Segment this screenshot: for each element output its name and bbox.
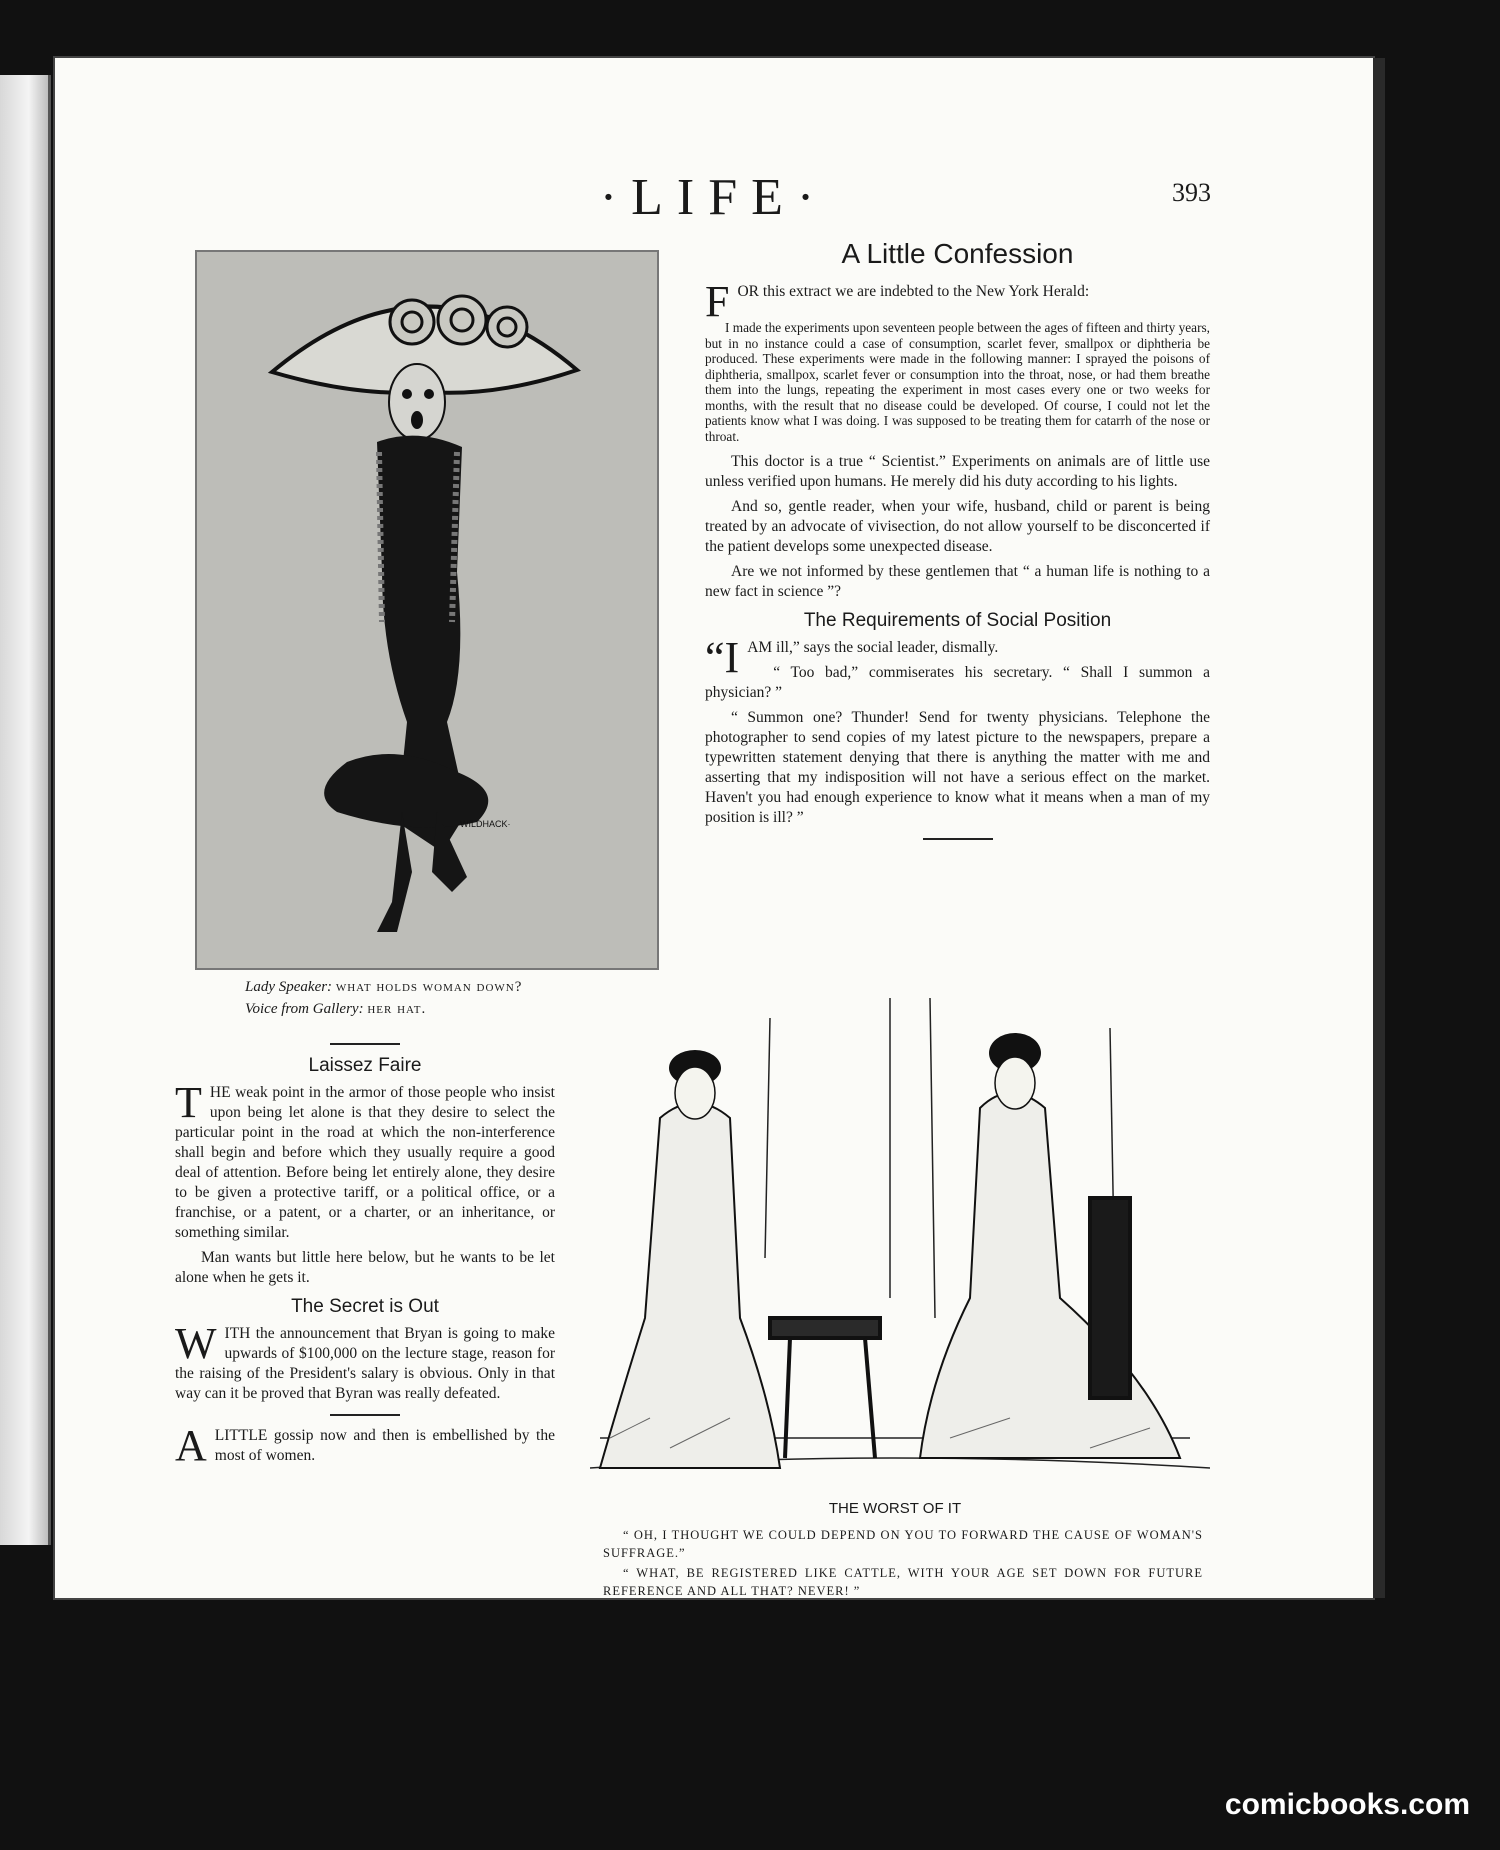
secret-title: The Secret is Out [291, 1296, 439, 1317]
watermark: comicbooks.com [1224, 1788, 1470, 1821]
left-page-edge [0, 75, 51, 1545]
requirements-p1 [705, 633, 1210, 682]
requirements-p3: “ Summon one? Thunder! Send for twenty physicians. Telephone the photographer to send copies of my latest picture to the newspapers, prepare a typewritten statement denying that there is anything the matter with me and asserting that my indisposition will not have a serious effect on the market. Haven't you had enough experience to know what it means when a man of my position is ill? ” [705, 709, 1210, 826]
confession-intro [705, 277, 1210, 326]
secret-p1 [175, 1319, 555, 1404]
worst-line-1: “ OH, I THOUGHT WE COULD DEPEND ON YOU TO FORWARD THE CAUSE OF WOMAN'S SUFFRAGE.” [603, 1528, 1203, 1560]
left-column [175, 1043, 555, 1471]
page-number: 393 [1172, 178, 1211, 207]
laissez-p1-text: HE weak point in the armor of those people who insist upon being let alone is that they desire to select the particular point in the road at which the non-interference shall begin and before which they usually require a good deal of attention. Before being let entirely alone, they desire to be given a protective tariff, or a political office, or a franchise, or a patent, or a charter, or an inheritance, or something similar. [175, 1084, 555, 1241]
laissez-p1 [175, 1078, 555, 1243]
confession-intro-text: OR this extract we are indebted to the New York Herald: [737, 283, 1090, 300]
confession-quote: I made the experiments upon seventeen people between the ages of fifteen and thirty years, but in no instance could a case of consumption, scarlet fever, smallpox or diphtheria be produced. These experiments were made in the following manner: I sprayed the poisons of diphtheria, smallpox, scarlet fever or consumption into the throat, nose, or had them breathe them into the lungs, repeating the experiment in most cases every one or two weeks for months, with the result that no disease could be developed. Of course, I could not let the patients know what I was doing. I was supposed to be treating them for catarrh of the nose or throat. [705, 320, 1210, 444]
confession-title: A Little Confession [841, 238, 1074, 269]
voice-label: Voice from Gallery: [245, 1001, 364, 1017]
voice-text: her hat. [367, 1001, 427, 1017]
worst-title: THE WORST OF IT [828, 1500, 962, 1517]
secret-dropcap: W [175, 1319, 217, 1368]
requirements-p1-text: AM ill,” says the social leader, dismally. [747, 639, 999, 656]
requirements-title: The Requirements of Social Position [803, 610, 1112, 631]
speaker-text: what holds woman down? [335, 979, 523, 995]
divider-rule [330, 1414, 400, 1416]
right-page-edge [1373, 58, 1385, 1598]
masthead: ·LIFE· [599, 169, 829, 226]
secret-p1-text: ITH the announcement that Bryan is going to make upwards of $100,000 on the lecture stage, reason for the raising of the President's salary is obvious. Only in that way can it be proved that Byran was really defeated. [175, 1325, 555, 1402]
two-women-drawing [590, 998, 1210, 1492]
laissez-p2: Man wants but little here below, but he wants to be let alone when he gets it. [175, 1249, 555, 1286]
two-women-illustration [590, 998, 1210, 1492]
right-column [705, 238, 1210, 850]
worst-line-2: “ WHAT, BE REGISTERED LIKE CATTLE, WITH YOUR AGE SET DOWN FOR FUTURE REFERENCE AND ALL THAT? NEVER! ” [603, 1566, 1203, 1598]
hat-illustration [195, 250, 659, 970]
laissez-dropcap: T [175, 1078, 202, 1127]
confession-p2: And so, gentle reader, when your wife, husband, child or parent is being treated by an advocate of vivisection, do not allow yourself to be disconcerted if the patient develops some unexpected disease. [705, 498, 1210, 555]
svg-text:·WILDHACK·: ·WILDHACK· [457, 819, 511, 829]
requirements-p2: “ Too bad,” commiserates his secretary. “ Shall I summon a physician? ” [705, 664, 1210, 701]
confession-p3: Are we not informed by these gentlemen that “ a human life is nothing to a new fact in science ”? [705, 563, 1210, 600]
hat-drawing [197, 252, 657, 968]
requirements-dropcap: “I [705, 633, 740, 682]
gossip-p1 [175, 1421, 555, 1470]
speaker-label: Lady Speaker: [245, 979, 333, 995]
divider-rule [923, 838, 993, 840]
divider-rule [330, 1043, 400, 1045]
magazine-page [55, 58, 1373, 1598]
confession-p1: This doctor is a true “ Scientist.” Experiments on animals are of little use unless verified upon humans. He merely did his duty according to his lights. [705, 453, 1210, 490]
gossip-p1-text: LITTLE gossip now and then is embellished by the most of women. [214, 1427, 555, 1464]
worst-caption [603, 1526, 1203, 1602]
caption-line-1 [245, 976, 675, 998]
laissez-title: Laissez Faire [308, 1055, 422, 1076]
gossip-dropcap: A [175, 1421, 207, 1470]
confession-dropcap: F [705, 277, 730, 326]
